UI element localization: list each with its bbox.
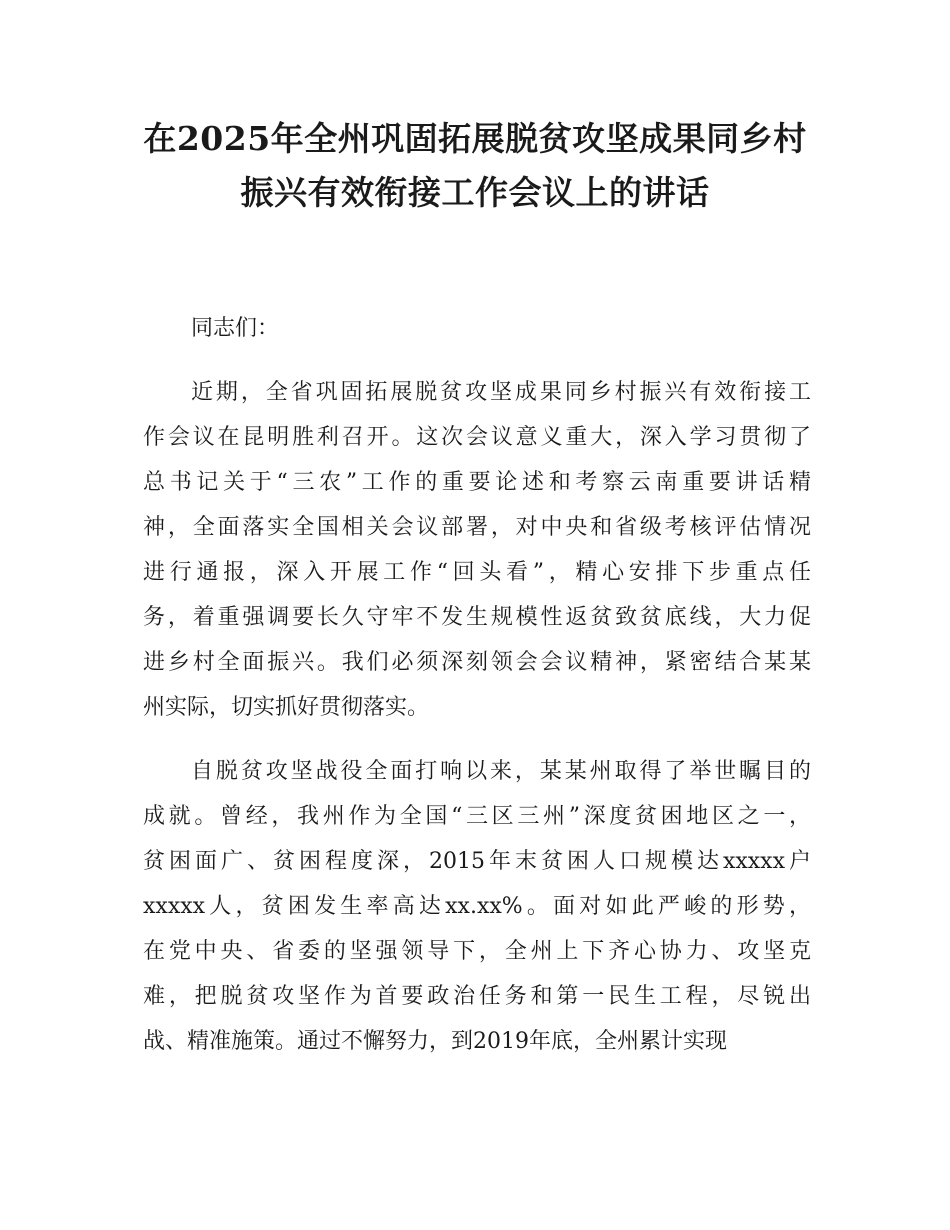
- paragraph-1: [143, 370, 811, 730]
- document-title: [100, 112, 850, 220]
- title-line: 在2025年全州巩固拓展脱贫攻坚成果同乡村: [143, 119, 807, 158]
- text-line: 作会议在昆明胜利召开。这次会议意义重大，深入学习贯彻了: [143, 425, 811, 450]
- text-line: 贫困面广、贫困程度深，2015年末贫困人口规模达xxxxx户: [143, 849, 811, 874]
- paragraph-2: [143, 749, 811, 1064]
- text-line: 总书记关于“三农”工作的重要论述和考察云南重要讲话精: [143, 470, 811, 495]
- text-line: 战、精准施策。通过不懈努力，到2019年底，全州累计实现: [143, 1029, 727, 1054]
- text-line: 难，把脱贫攻坚作为首要政治任务和第一民生工程，尽锐出: [143, 984, 811, 1009]
- text-line: 进行通报，深入开展工作“回头看”，精心安排下步重点任: [143, 560, 811, 585]
- document-body: [143, 306, 811, 1083]
- text-line: 州实际，切实抓好贯彻落实。: [143, 695, 430, 720]
- salutation: 同志们：: [191, 316, 280, 341]
- text-line: xxxxx人，贫困发生率高达xx.xx%。面对如此严峻的形势，: [143, 894, 811, 919]
- title-line: 振兴有效衔接工作会议上的讲话: [240, 173, 710, 212]
- text-line: 进乡村全面振兴。我们必须深刻领会会议精神，紧密结合某某: [143, 650, 811, 675]
- text-line: 在党中央、省委的坚强领导下，全州上下齐心协力、攻坚克: [143, 939, 811, 964]
- text-line: 成就。曾经，我州作为全国“三区三州”深度贫困地区之一，: [143, 804, 811, 829]
- text-line: 自脱贫攻坚战役全面打响以来，某某州取得了举世瞩目的: [191, 759, 811, 784]
- text-line: 务，着重强调要长久守牢不发生规模性返贫致贫底线，大力促: [143, 605, 811, 630]
- text-line: 近期，全省巩固拓展脱贫攻坚成果同乡村振兴有效衔接工: [191, 380, 811, 405]
- text-line: 神，全面落实全国相关会议部署，对中央和省级考核评估情况: [143, 515, 811, 540]
